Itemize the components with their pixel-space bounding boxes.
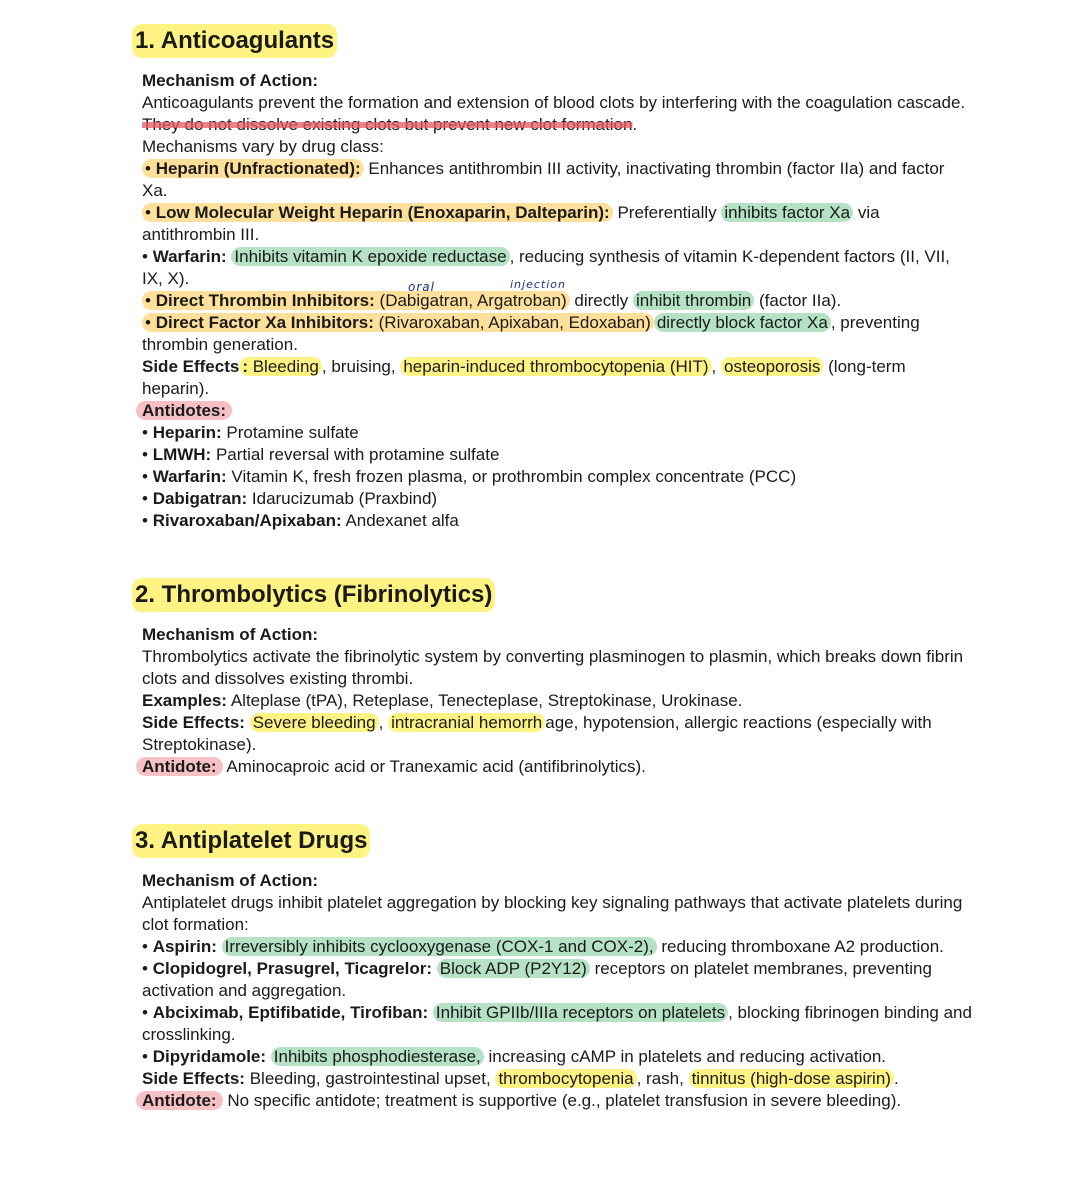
list-item: • Low Molecular Weight Heparin (Enoxaparin, Dalteparin): Preferentially inhibits factor Xa via antithrombin III. <box>142 203 880 244</box>
document-page <box>135 24 972 1112</box>
antidote: Antidote: Aminocaproic acid or Tranexamic acid (antifibrinolytics). <box>142 756 972 778</box>
moa-label: Mechanism of Action: <box>142 71 318 90</box>
list-item: • Warfarin: Inhibits vitamin K epoxide reductase , reducing synthesis of vitamin K-dependent factors (II, VII, IX, X). oral injection <box>142 246 972 290</box>
side-effects: Side Effects : Bleeding , bruising, heparin-induced thrombocytopenia (HIT) , osteoporosis (long-term heparin). <box>142 357 906 398</box>
examples: Examples: Alteplase (tPA), Reteplase, Tenecteplase, Streptokinase, Urokinase. <box>142 691 743 710</box>
list-item: • Heparin (Unfractionated): Enhances antithrombin III activity, inactivating thrombin (factor IIa) and factor Xa. <box>142 159 945 200</box>
moa-paragraph: Thrombolytics activate the fibrinolytic system by converting plasminogen to plasmin, which breaks down fibrin clots and dissolves existing thrombi. <box>142 647 964 688</box>
antidote-item: • Heparin: Protamine sulfate <box>142 423 359 442</box>
section-title: 1. Anticoagulants <box>132 24 337 58</box>
section-anticoagulants <box>135 24 972 532</box>
list-item: • Dipyridamole: Inhibits phosphodiesterase, increasing cAMP in platelets and reducing activation. <box>142 1047 887 1066</box>
antidote-item: • Warfarin: Vitamin K, fresh frozen plasma, or prothrombin complex concentrate (PCC) <box>142 467 797 486</box>
list-item: • Direct Factor Xa Inhibitors: (Rivaroxaban, Apixaban, Edoxaban) directly block factor Xa , preventing thrombin generation. <box>142 313 920 354</box>
section-title: 3. Antiplatelet Drugs <box>132 824 370 858</box>
list-item: • Aspirin: Irreversibly inhibits cyclooxygenase (COX-1 and COX-2), reducing thromboxane A2 production. <box>142 937 944 956</box>
handwritten-note: injection <box>510 278 566 291</box>
antidotes-label: Antidotes: <box>142 400 972 422</box>
list-item: • Clopidogrel, Prasugrel, Ticagrelor: Block ADP (P2Y12) receptors on platelet membranes, preventing activation and aggregation. <box>142 959 932 1000</box>
moa-paragraph: Antiplatelet drugs inhibit platelet aggregation by blocking key signaling pathways that activate platelets during clot formation: <box>142 893 963 934</box>
section-title: 2. Thrombolytics (Fibrinolytics) <box>132 578 495 612</box>
strikethrough-text: They do not dissolve existing clots but prevent new clot formation <box>142 115 633 134</box>
side-effects: Side Effects: Severe bleeding , intracranial hemorrh age, hypotension, allergic reactions (especially with Streptokinase). <box>142 713 932 754</box>
list-item: • Abciximab, Eptifibatide, Tirofiban: Inhibit GPIIb/IIIa receptors on platelets , blocking fibrinogen binding and crosslinking. <box>142 1003 972 1044</box>
antidote-item: • Dabigatran: Idarucizumab (Praxbind) <box>142 489 438 508</box>
moa-paragraph: Anticoagulants prevent the formation and extension of blood clots by interfering with the coagulation cascade. They do not dissolve existing clots but prevent new clot formation. Mechanisms vary by drug class: <box>142 93 966 156</box>
section-antiplatelet <box>135 824 972 1112</box>
moa-label: Mechanism of Action: <box>142 625 318 644</box>
handwritten-note: oral <box>408 280 435 294</box>
antidote-item: • Rivaroxaban/Apixaban: Andexanet alfa <box>142 511 459 530</box>
antidote: Antidote: No specific antidote; treatment is supportive (e.g., platelet transfusion in severe bleeding). <box>142 1090 972 1112</box>
section-thrombolytics <box>135 578 972 778</box>
moa-label: Mechanism of Action: <box>142 871 318 890</box>
list-item: • Direct Thrombin Inhibitors: (Dabigatran, Argatroban) directly inhibit thrombin (factor IIa). <box>142 290 972 312</box>
side-effects: Side Effects: Bleeding, gastrointestinal upset, thrombocytopenia , rash, tinnitus (high-dose aspirin) . <box>142 1069 899 1088</box>
antidote-item: • LMWH: Partial reversal with protamine sulfate <box>142 445 500 464</box>
